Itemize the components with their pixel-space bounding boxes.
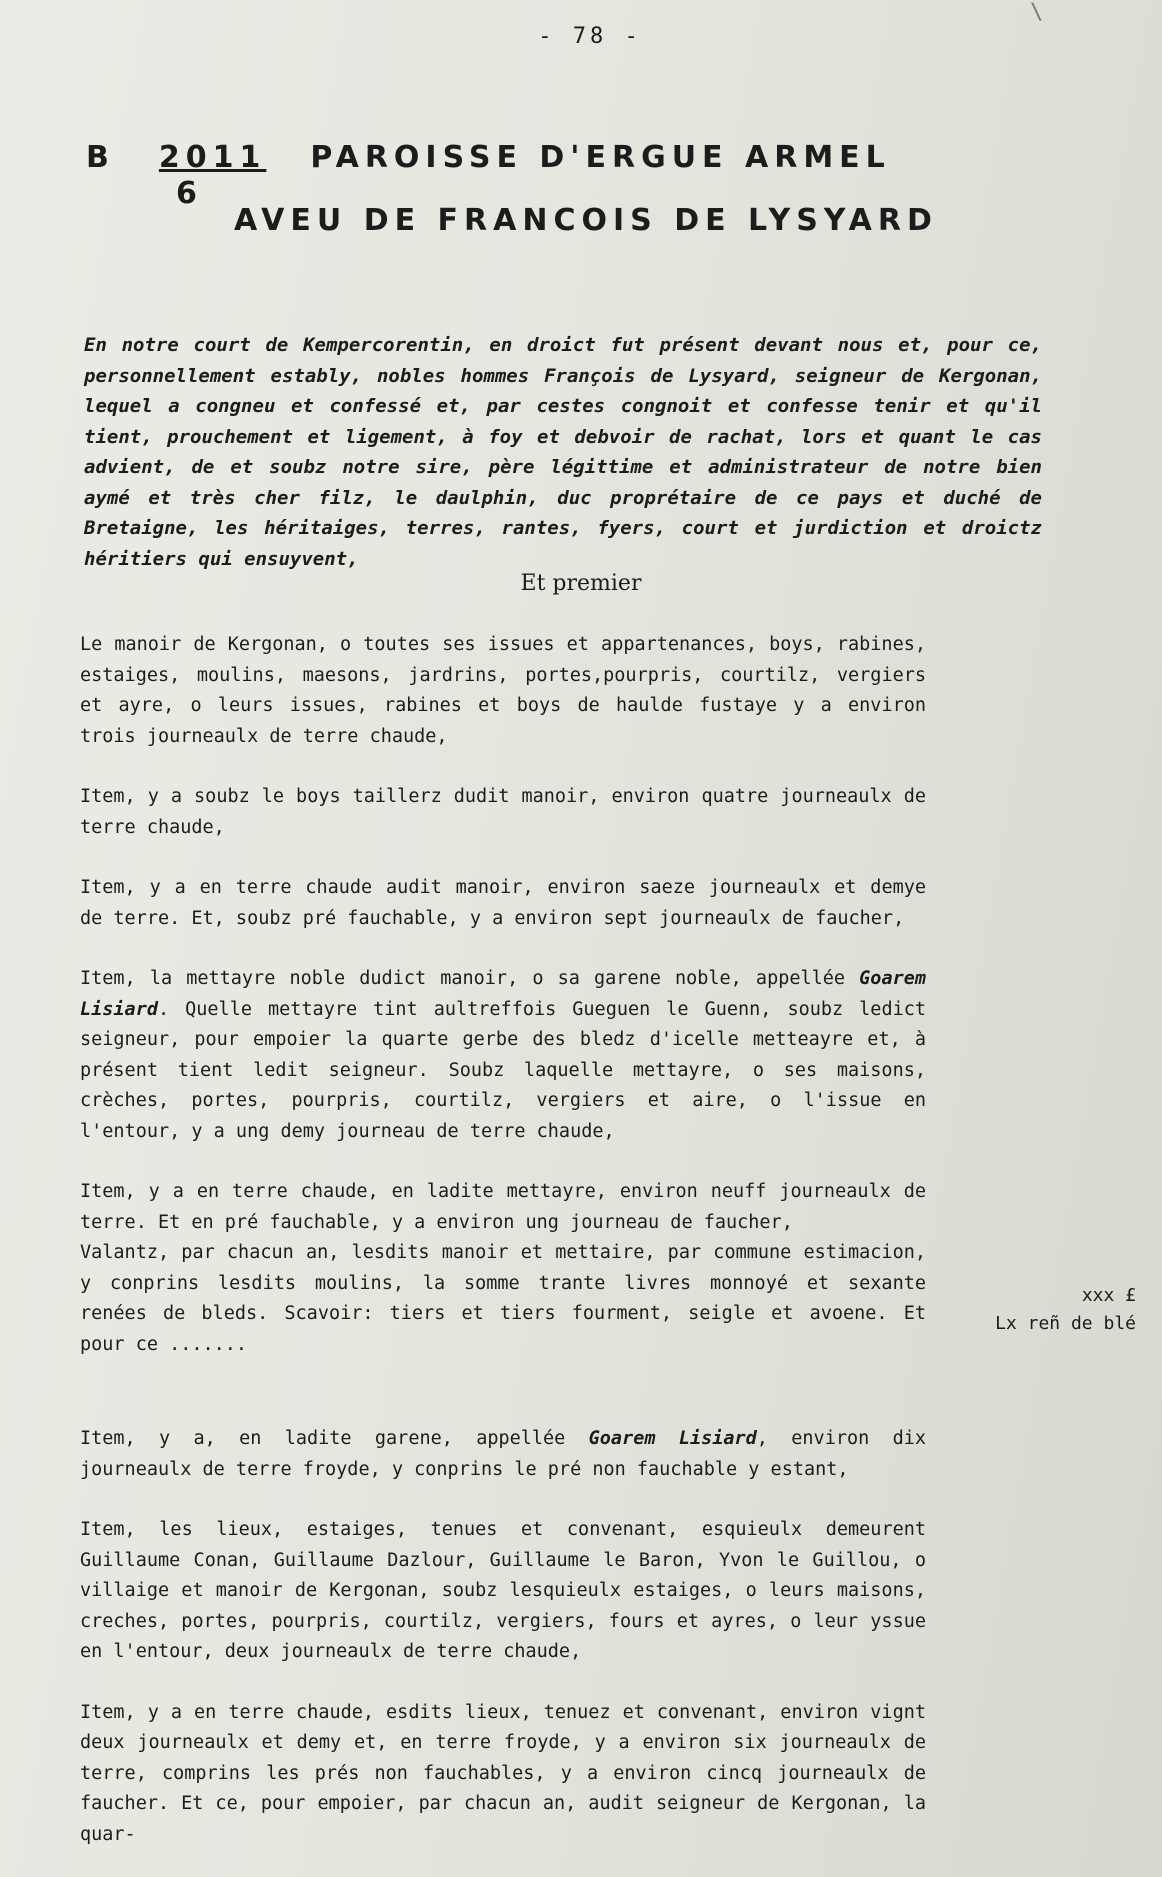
aveu-title: AVEU DE FRANCOIS DE LYSYARD	[234, 203, 938, 238]
paragraph-valantz: Valantz, par chacun an, lesdits manoir et mettaire, par commune estimacion, y conprins lesdits moulins, la somme trante livres monnoyé et sexante renées de bleds. Scavoir: tiers et tiers fourment, seigle et avoene. Et pour ce .......	[80, 1242, 926, 1355]
paragraph-terre-chaude: Item, y a en terre chaude audit manoir, environ saeze journeaulx et demye de terre. Et, soubz pré fauchable, y a environ sept journeaulx de faucher,	[80, 877, 926, 929]
page-number: - 78 -	[538, 24, 642, 49]
margin-note-grain: Lx reñ de blé	[995, 1313, 1136, 1334]
body-text	[80, 630, 926, 1877]
heading-line-1	[86, 140, 891, 175]
paragraph-vignt-deux: Item, y a en terre chaude, esdits lieux, tenuez et convenant, environ vignt deux journeaulx et demy et, en terre froyde, y a environ six journeaulx de terre, comprins les prés non fauchables, y a environ cincq journeaulx de faucher. Et ce, pour empoier, par chacun an, audit seigneur de Kergonan, la quar-	[80, 1701, 926, 1845]
margin-note-amount: xxx £	[1081, 1285, 1136, 1306]
section-subtitle: Et premier	[520, 571, 642, 596]
corner-pencil-mark: \	[1030, 0, 1044, 25]
archive-subnumber: 6	[176, 176, 197, 211]
place-name: Goarem Lisiard	[588, 1428, 757, 1449]
intro-paragraph: En notre court de Kempercorentin, en droict fut présent devant nous et, pour ce, personnellement estably, nobles hommes François de Lysyard, seigneur de Kergonan, lequel a congneu et confessé et, par cestes congnoit et confesse tenir et qu'il tient, prouchement et ligement, à foy et debvoir de rachat, lors et quant le cas advient, de et soubz notre sire, père légittime et administrateur de notre bien aymé et très cher filz, le daulphin, duc proprétaire de ce pays et duché de Bretaigne, les héritaiges, terres, rantes, fyers, court et jurdiction et droictz héritiers qui ensuyvent,	[84, 334, 1042, 570]
paragraph-mettayre: Item, la mettayre noble dudict manoir, o sa garene noble, appellée Goarem Lisiard. Quelle mettayre tint aultreffois Gueguen le Guenn, soubz ledict seigneur, pour empoier la quarte gerbe des bledz d'icelle metteayre et, à présent tient ledit seigneur. Soubz laquelle mettayre, o ses maisons, crèches, portes, pourpris, courtilz, vergiers et aire, o l'issue en l'entour, y a ung demy journeau de terre chaude,	[80, 968, 926, 1142]
paragraph-lieux-estaiges: Item, les lieux, estaiges, tenues et convenant, esquieulx demeurent Guillaume Conan, Guillaume Dazlour, Guillaume le Baron, Yvon le Guillou, o villaige et manoir de Kergonan, soubz lesquieulx estaiges, o leurs maisons, creches, portes, pourpris, courtilz, vergiers, fours et ayres, o leur yssue en l'entour, deux journeaulx de terre chaude,	[80, 1519, 926, 1662]
archive-series: B	[86, 140, 115, 175]
archive-number: 2011	[158, 140, 267, 175]
paragraph-garene: Item, y a, en ladite garene, appellée Goarem Lisiard, environ dix journeaulx de terre froyde, y conprins le pré non fauchable y estant,	[80, 1428, 926, 1480]
paragraph-manoir: Le manoir de Kergonan, o toutes ses issues et appartenances, boys, rabines, estaiges, moulins, maesons, jardrins, portes,pourpris, courtilz, vergiers et ayre, o leurs issues, rabines et boys de haulde fustaye y a environ trois journeaulx de terre chaude,	[80, 634, 926, 747]
paragraph-boys-taillerz: Item, y a soubz le boys taillerz dudit manoir, environ quatre journeaulx de terre chaude,	[80, 786, 926, 838]
margin-note	[960, 1282, 1136, 1338]
place-name: Goarem Lisiard	[80, 968, 926, 1020]
parish-title: PAROISSE D'ERGUE ARMEL	[310, 140, 891, 175]
paragraph-neuff-journeaulx: Item, y a en terre chaude, en ladite mettayre, environ neuff journeaulx de terre. Et en pré fauchable, y a environ ung journeau de faucher,	[80, 1181, 926, 1233]
